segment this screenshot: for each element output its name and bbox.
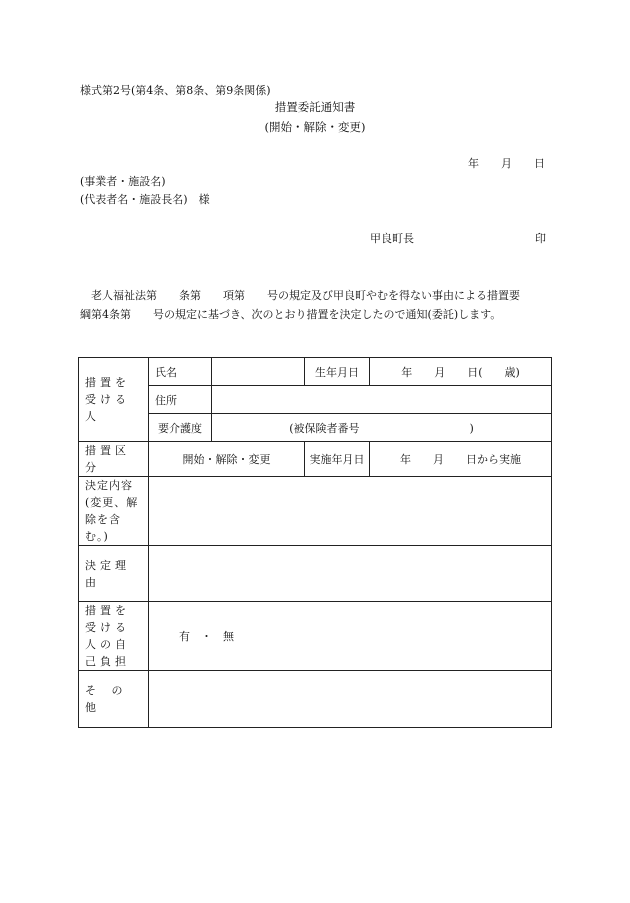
insured-number: (被保険者番号 ) bbox=[212, 414, 552, 442]
name-value bbox=[212, 358, 305, 386]
notice-body-line-1: 老人福祉法第 条第 項第 号の規定及び甲良町やむを得ない事由による措置要 bbox=[91, 289, 520, 302]
other-header: そ の 他 bbox=[79, 671, 149, 728]
burden-header: 措置を受ける人の自己負担 bbox=[79, 602, 149, 671]
birthdate-value: 年 月 日( 歳) bbox=[370, 358, 552, 386]
seal-mark: 印 bbox=[535, 232, 546, 245]
other-value bbox=[149, 671, 552, 728]
document-subtitle: (開始・解除・変更) bbox=[264, 120, 366, 134]
name-label: 氏名 bbox=[149, 358, 212, 386]
notice-body bbox=[80, 286, 552, 324]
document-title: 措置委託通知書 bbox=[274, 100, 356, 114]
measure-table bbox=[78, 357, 552, 728]
implementation-date-label: 実施年月日 bbox=[305, 442, 370, 477]
table-row bbox=[79, 477, 552, 546]
table-row bbox=[79, 671, 552, 728]
decision-value bbox=[149, 477, 552, 546]
issue-date: 年 月 日 bbox=[468, 157, 545, 170]
table-row bbox=[79, 442, 552, 477]
addressee-facility: (事業者・施設名) bbox=[80, 175, 166, 188]
table-row bbox=[79, 386, 552, 414]
decision-header: 決定内容(変更、解除を含む。) bbox=[79, 477, 149, 546]
address-value bbox=[212, 386, 552, 414]
category-header: 措置区分 bbox=[79, 442, 149, 477]
care-level-label: 要介護度 bbox=[149, 414, 212, 442]
table-row bbox=[79, 602, 552, 671]
addressee-representative: (代表者名・施設長名) 様 bbox=[80, 193, 210, 206]
reason-value bbox=[149, 546, 552, 602]
reason-header: 決定理由 bbox=[79, 546, 149, 602]
form-number-label: 様式第2号(第4条、第8条、第9条関係) bbox=[80, 84, 271, 97]
burden-value: 有 ・ 無 bbox=[149, 602, 552, 671]
category-value: 開始・解除・変更 bbox=[149, 442, 305, 477]
issuer-name: 甲良町長 bbox=[370, 232, 414, 245]
address-label: 住所 bbox=[149, 386, 212, 414]
implementation-date-value: 年 月 日から実施 bbox=[370, 442, 552, 477]
birthdate-label: 生年月日 bbox=[305, 358, 370, 386]
table-row bbox=[79, 546, 552, 602]
table-row bbox=[79, 358, 552, 386]
table-row bbox=[79, 414, 552, 442]
notice-body-line-2: 綱第4条第 号の規定に基づき、次のとおり措置を決定したので通知(委託)します。 bbox=[80, 308, 502, 321]
person-header: 措置を受ける人 bbox=[79, 358, 149, 442]
